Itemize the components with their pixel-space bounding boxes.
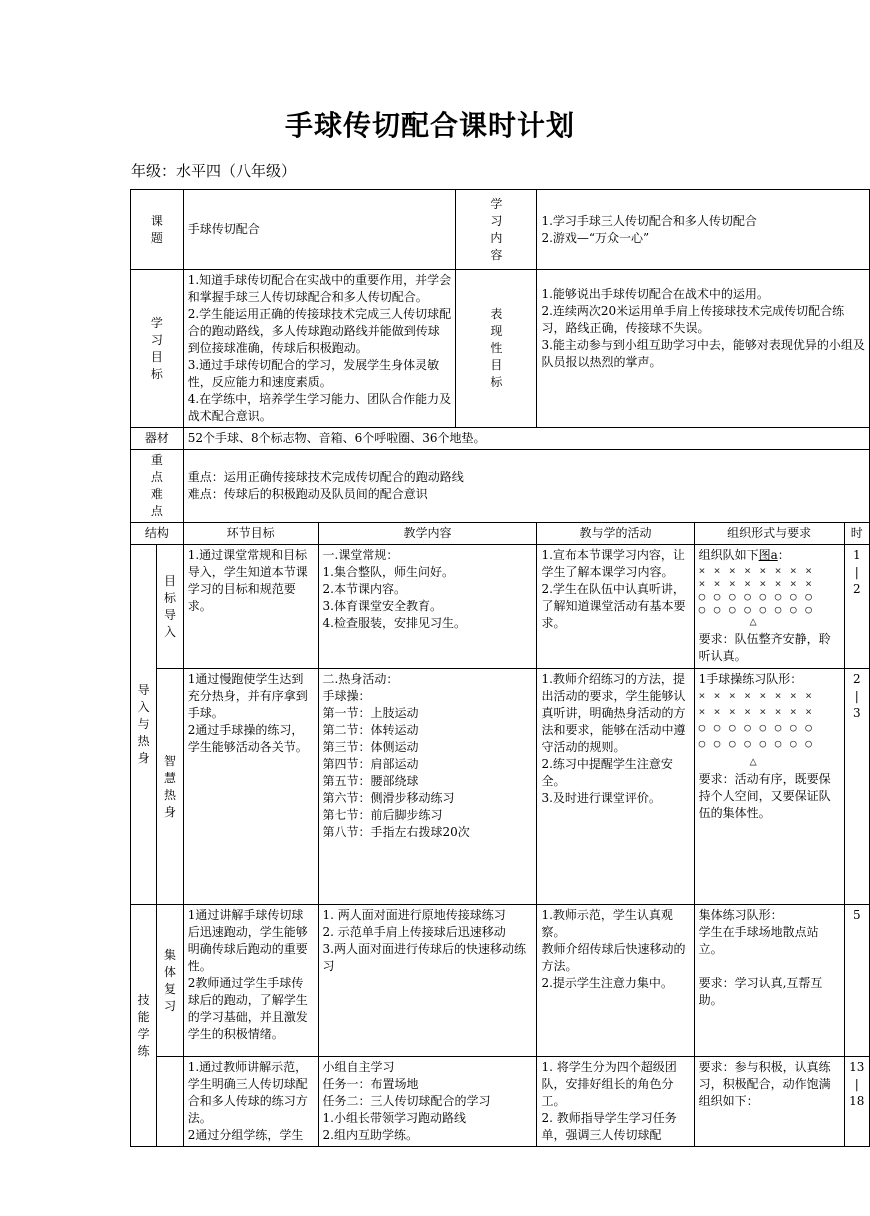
stage-time: 1 | 2 (844, 545, 869, 669)
stage-time: 5 (844, 905, 869, 1057)
stage-org: 组织队如下图a： × × × × × × × × × × × × × × × × ○ ○ ○ ○ ○ ○ ○ ○ ○ ○ ○ ○ ○ ○ ○ ○ △ 要求：队伍整齐安静，聆听认真。 (694, 545, 844, 669)
stage-org: 集体练习队形： 学生在手球场地散点站立。 要求：学习认真,互帮互助。 (694, 905, 844, 1057)
equip-label: 器材 (131, 428, 184, 450)
formation-diagram: × × × × × × × × × × × × × × × × ○ ○ ○ ○ ○ ○ ○ ○ ○ ○ ○ ○ ○ ○ ○ ○ △ (698, 564, 813, 628)
perf-label: 表 现 性 目 标 (456, 270, 537, 428)
stage-sub (157, 1057, 183, 1147)
key-label: 重 点 难 点 (131, 450, 184, 523)
stage-org: 要求：参与积极，认真练习，积极配合，动作饱满 组织如下： (694, 1057, 844, 1147)
stage-goal: 1.通过教师讲解示范，学生明确三人传切球配合和多人传球的练习方法。 2通过分组学练，学生 (183, 1057, 318, 1147)
goals-list: 1.知道手球传切配合在实战中的重要作用，并学会和掌握手球三人传切球配合和多人传切配合。 2.学生能运用正确的传接球技术完成三人传切球配合的跑动路线，多人传球跑动路线并能做到传球到位接球准确，传球后积极跑动。 3.通过手球传切配合的学习，发展学生身体灵敏性，反应能力和速度素质。 4.在学练中，培养学生学习能力、团队合作能力及战术配合意识。 (183, 270, 456, 428)
stage-org: 1手球操练习队形： × × × × × × × × × × × × × × × × ○ ○ ○ ○ ○ ○ ○ ○ ○ ○ ○ ○ ○ ○ ○ ○ △ 要求：活动有序，既要保持个人空间，又要保证队伍的集体性。 (694, 669, 844, 905)
goals-label: 学 习 目 标 (131, 270, 184, 428)
figure-link[interactable]: 图a (758, 548, 778, 562)
stage-activity: 1.教师介绍练习的方法，提出活动的要求，学生能够认真听讲，明确热身活动的方法和要求，能够在活动中遵守活动的规则。 2.练习中提醒学生注意安全。 3.及时进行课堂评价。 (537, 669, 694, 905)
equip-value: 52个手球、8个标志物、音箱、6个呼啦圈、36个地垫。 (183, 428, 869, 450)
header-activity: 教与学的活动 (537, 523, 694, 545)
stage-time: 2 | 3 (844, 669, 869, 905)
stage-content: 二.热身活动： 手球操： 第一节：上肢运动 第二节：体转运动 第三节：体侧运动 第四节：肩部运动 第五节：腰部绕球 第六节：侧滑步移动练习 第七节：前后脚步练习 第八节：手指左右拨球20次 (318, 669, 537, 905)
stage-activity: 1.教师示范，学生认真观察。 教师介绍传球后快速移动的方法。 2.提示学生注意力集中。 (537, 905, 694, 1057)
stage-goal: 1通过慢跑使学生达到充分热身，并有序拿到手球。 2通过手球操的练习，学生能够活动各关节。 (183, 669, 318, 905)
stage-sub: 目 标 导 入 (157, 545, 183, 669)
header-org: 组织形式与要求 (694, 523, 844, 545)
page-title: 手球传切配合课时计划 (284, 109, 575, 142)
header-content: 教学内容 (318, 523, 537, 545)
header-goal: 环节目标 (183, 523, 318, 545)
stage-sub: 智 慧 热 身 (157, 669, 183, 905)
stage-content: 小组自主学习 任务一：布置场地 任务二：三人传切球配合的学习 1.小组长带领学习跑动路线 2.组内互助学练。 (318, 1057, 537, 1147)
content-list: 1.学习手球三人传切配合和多人传切配合 2.游戏—“万众一心” (537, 190, 870, 270)
stage-content: 一.课堂常规： 1.集合整队，师生问好。 2.本节课内容。 3.体育课堂安全教育。 4.检查服装，安排见习生。 (318, 545, 537, 669)
topic-value: 手球传切配合 (183, 190, 456, 270)
header-time: 时 (844, 523, 869, 545)
stage-time: 13 | 18 (844, 1057, 869, 1147)
lesson-plan-table (130, 189, 870, 1147)
grade-label: 年级：水平四（八年级） (131, 162, 297, 180)
stage-goal: 1.通过课堂常规和目标导入，学生知道本节课学习的目标和规范要求。 (183, 545, 318, 669)
perf-list: 1.能够说出手球传切配合在战术中的运用。 2.连续两次20米运用单手肩上传接球技术完成传切配合练习，路线正确，传接球不失误。 3.能主动参与到小组互助学习中去，能够对表现优异的小组及队员报以热烈的掌声。 (537, 270, 870, 428)
header-structure: 结构 (131, 523, 184, 545)
stage-sub: 集 体 复 习 (157, 905, 183, 1057)
content-label: 学 习 内 容 (456, 190, 537, 270)
formation-diagram: × × × × × × × × × × × × × × × × ○ ○ ○ ○ ○ ○ ○ ○ ○ ○ ○ ○ ○ ○ ○ ○ △ (698, 689, 813, 768)
key-lines: 重点：运用正确传接球技术完成传切配合的跑动路线 难点：传球后的积极跑动及队员间的配合意识 (183, 450, 869, 523)
stage-goal: 1通过讲解手球传切球后迅速跑动，学生能够明确传球后跑动的重要性。 2教师通过学生手球传球后的跑动，了解学生的学习基础，并且激发学生的积极情绪。 (183, 905, 318, 1057)
stage-activity: 1.宣布本节课学习内容，让学生了解本课学习内容。 2.学生在队伍中认真听讲，了解知道课堂活动有基本要求。 (537, 545, 694, 669)
section-warmup: 导 入 与 热 身 (131, 545, 157, 905)
stage-content: 1. 两人面对面进行原地传接球练习 2. 示范单手肩上传接球后迅速移动 3.两人面对面进行传球后的快速移动练习 (318, 905, 537, 1057)
topic-label: 课 题 (131, 190, 184, 270)
stage-activity: 1. 将学生分为四个超级团队，安排好组长的角色分工。 2. 教师指导学生学习任务单，强调三人传切球配 (537, 1057, 694, 1147)
section-skill: 技 能 学 练 (131, 905, 157, 1147)
